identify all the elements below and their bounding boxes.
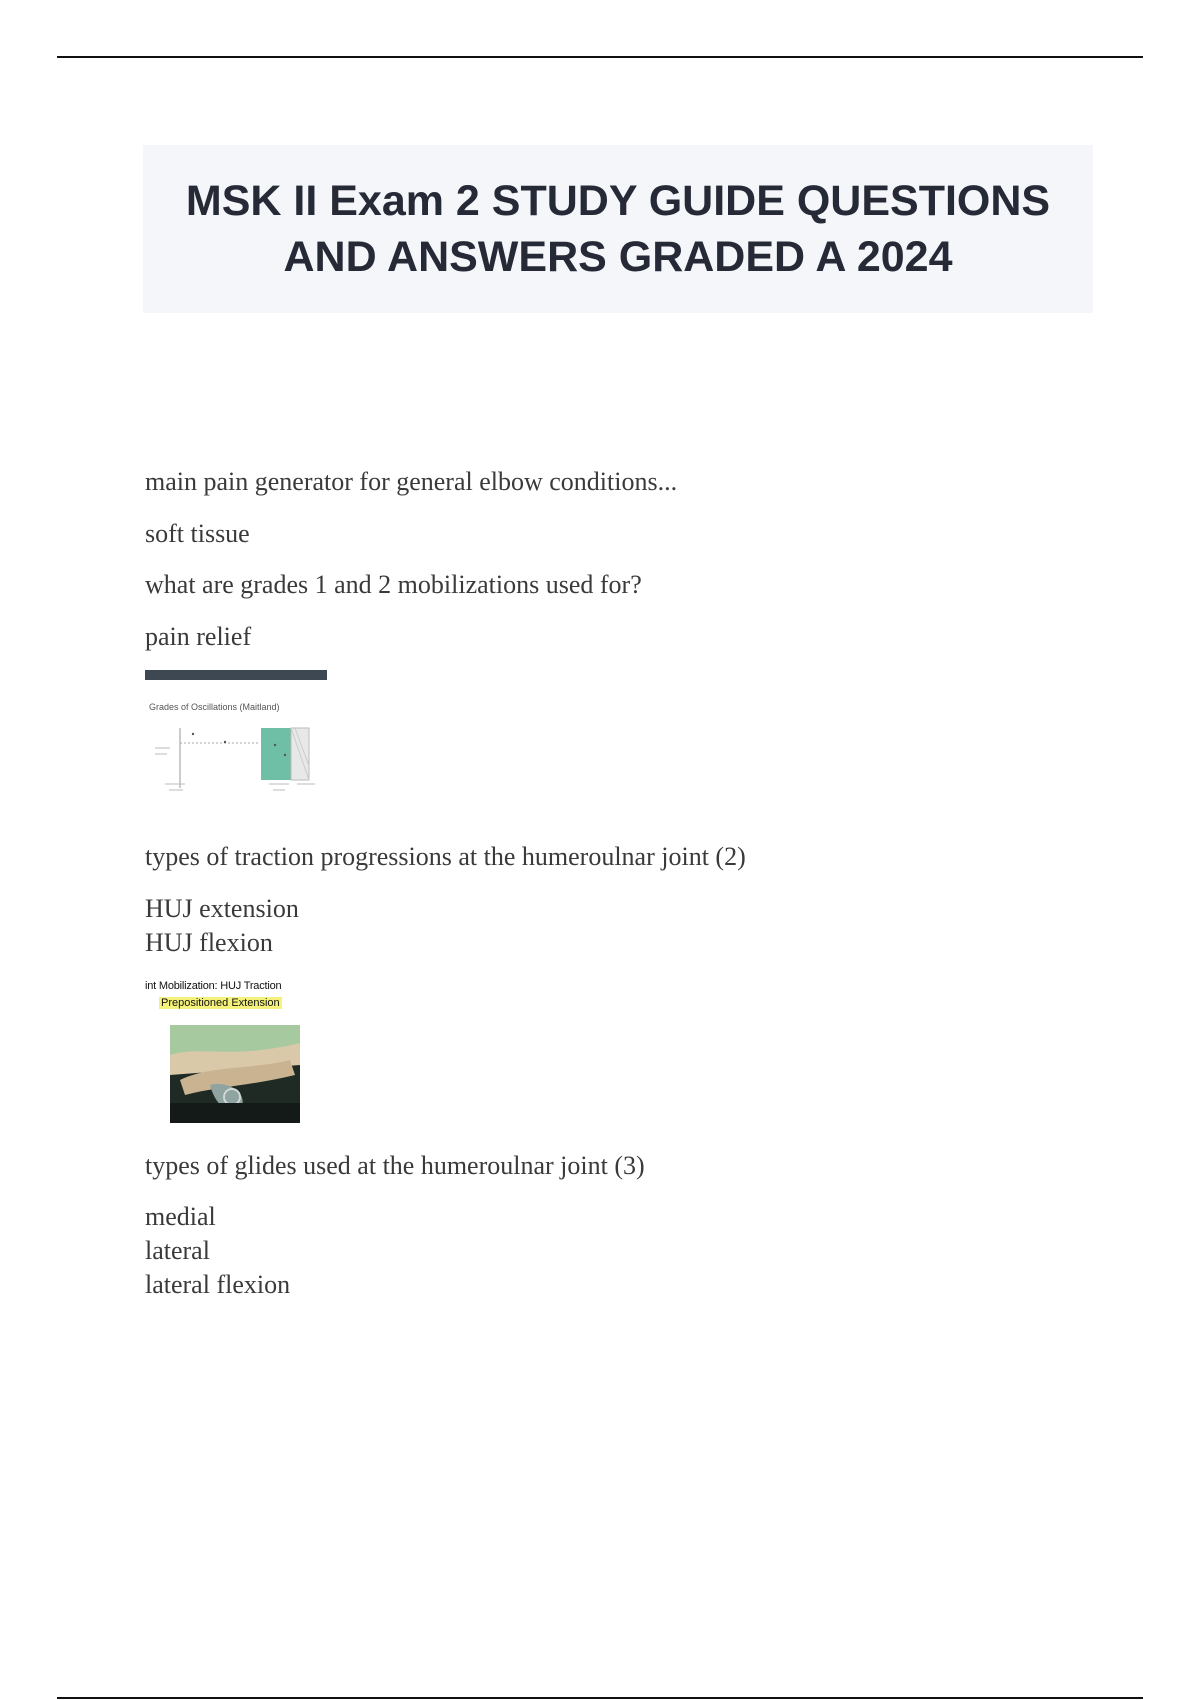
question-2: what are grades 1 and 2 mobilizations used for? (145, 570, 642, 599)
title-banner (143, 145, 1093, 313)
question-1: main pain generator for general elbow conditions... (145, 467, 678, 496)
bottom-rule (57, 1697, 1143, 1699)
question-4: types of glides used at the humeroulnar joint (3) (145, 1151, 645, 1180)
answer-4-line-2: lateral (145, 1236, 210, 1265)
question-3: types of traction progressions at the humeroulnar joint (2) (145, 842, 746, 871)
answer-3-line-2: HUJ flexion (145, 928, 273, 957)
document-title: MSK II Exam 2 STUDY GUIDE QUESTIONS AND ANSWERS GRADED A 2024 (185, 177, 1051, 281)
photo-caption-title: int Mobilization: HUJ Traction (145, 980, 282, 992)
figure-title: Grades of Oscillations (Maitland) (149, 702, 280, 712)
answer-2: pain relief (145, 622, 252, 651)
oscillations-diagram (145, 670, 327, 800)
photo-caption-subtitle: Prepositioned Extension (161, 997, 280, 1009)
traction-photo-figure (145, 980, 325, 1125)
photo-illustration (170, 1025, 300, 1123)
answer-1: soft tissue (145, 519, 250, 548)
answer-4-line-1: medial (145, 1202, 216, 1231)
answer-4 (145, 1200, 290, 1302)
answer-4-line-3: lateral flexion (145, 1270, 291, 1299)
answer-3 (145, 892, 299, 960)
answer-3-line-1: HUJ extension (145, 894, 299, 923)
oscillations-figure (145, 670, 327, 800)
traction-photo (170, 1025, 300, 1123)
top-rule (57, 56, 1143, 58)
